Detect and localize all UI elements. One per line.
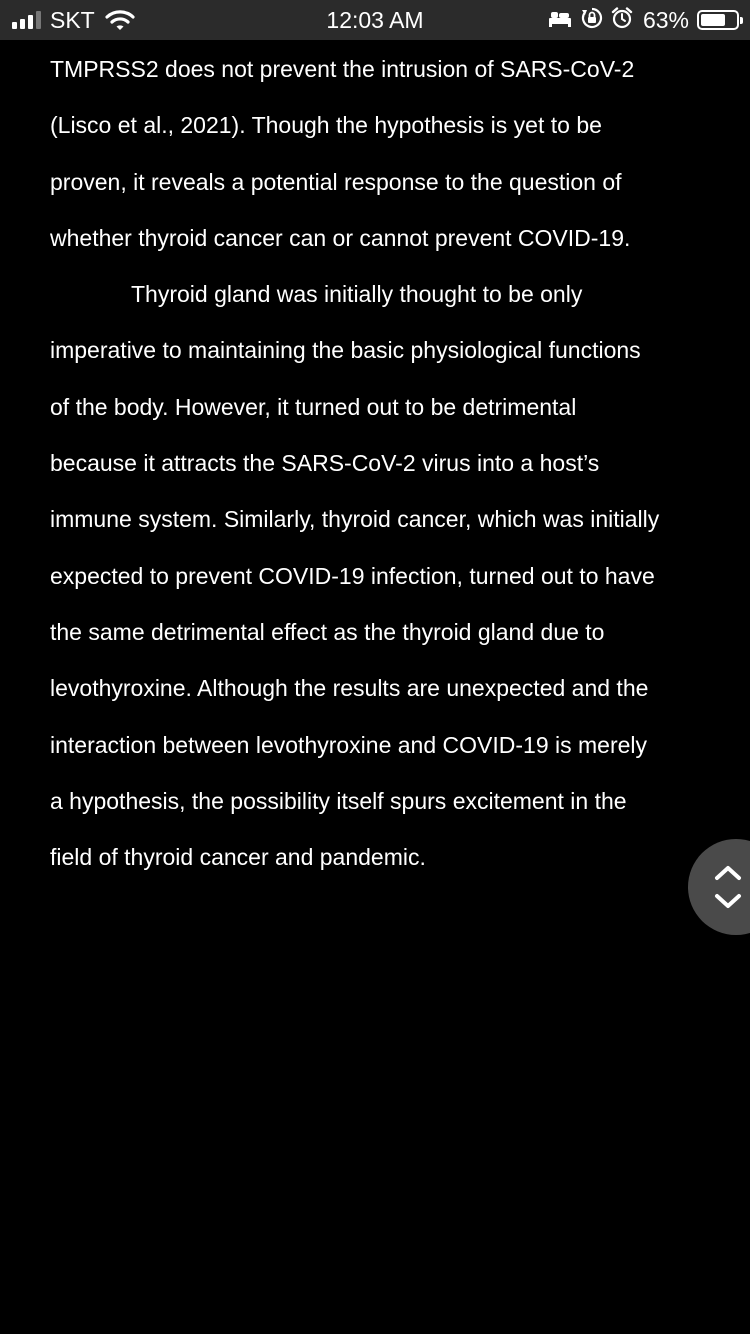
- text-line: whether thyroid cancer can or cannot prevent COVID-19.: [50, 224, 631, 251]
- article-body: [50, 41, 720, 885]
- status-bar: [0, 0, 750, 40]
- text-line: TMPRSS2 does not prevent the intrusion of SARS-CoV-2: [50, 56, 635, 82]
- text-line: expected to prevent COVID-19 infection, turned out to have: [50, 562, 655, 589]
- text-line: interaction between levothyroxine and COVID-19 is merely: [50, 731, 648, 758]
- chevron-down-icon[interactable]: [714, 893, 742, 911]
- battery-icon: [697, 10, 739, 30]
- text-line: levothyroxine. Although the results are unexpected and the: [50, 675, 649, 702]
- text-line: of the body. However, it turned out to be detrimental: [50, 393, 577, 420]
- bed-icon: [547, 8, 573, 33]
- status-right: [547, 0, 739, 40]
- text-line: a hypothesis, the possibility itself spurs excitement in the: [50, 787, 627, 814]
- text-line: (Lisco et al., 2021). Though the hypothesis is yet to be: [50, 112, 602, 139]
- chevron-up-icon[interactable]: [714, 863, 742, 881]
- paragraph-start-line: Thyroid gland was initially thought to be only: [131, 281, 583, 308]
- text-line: the same detrimental effect as the thyroid gland due to: [50, 618, 605, 645]
- text-line: because it attracts the SARS-CoV-2 virus into a host’s: [50, 450, 600, 477]
- text-line: field of thyroid cancer and pandemic.: [50, 844, 426, 871]
- battery-percent: 63%: [642, 6, 689, 33]
- carrier-name: SKT: [50, 6, 95, 33]
- text-line: proven, it reveals a potential response to the question of: [50, 168, 622, 195]
- status-time: 12:03 AM: [326, 7, 424, 33]
- text-line: immune system. Similarly, thyroid cancer, which was initially: [50, 506, 660, 533]
- orientation-lock-icon: [581, 7, 603, 34]
- alarm-icon: [611, 7, 633, 34]
- text-line: imperative to maintaining the basic physiological functions: [50, 337, 641, 364]
